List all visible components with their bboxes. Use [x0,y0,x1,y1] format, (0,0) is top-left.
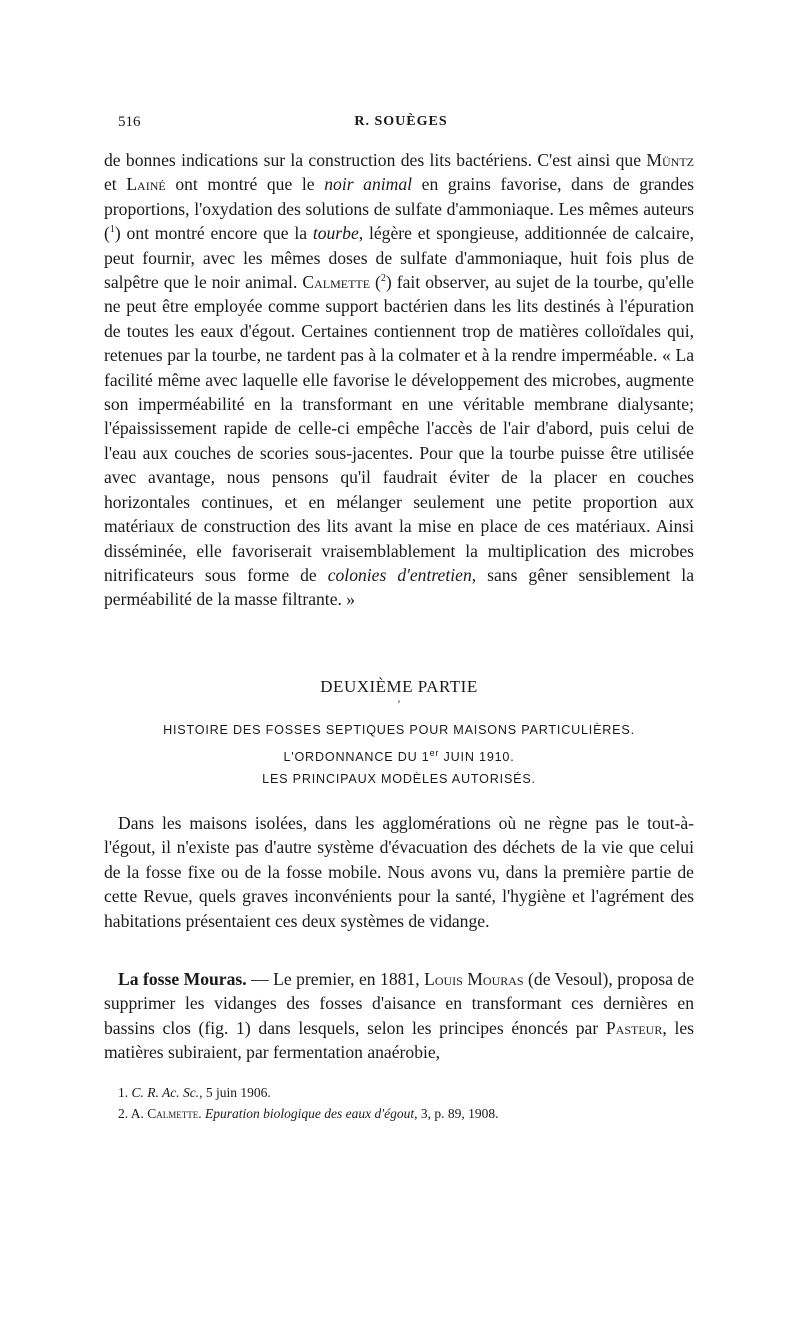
text-run: (de Vesoul), proposa de supprimer les vidanges des fosses d'aisance en transformant ces dernières en bassins clos (fig. 1) dans lesquels, selon les principes énoncés par [104,969,695,1038]
section-subtitle-1: HISTOIRE DES FOSSES SEPTIQUES POUR MAISONS PARTICULIÈRES. [163,723,635,737]
author-laine: Lainé [126,174,166,195]
text-run: en grains favorise, dans de grandes proportions, l'oxydation des solutions de sulfate d'ammoniaque. Les mêmes auteurs ( [104,174,694,244]
author-muntz: Müntz [646,150,694,170]
footnote-2 [118,1103,698,1124]
running-head [118,114,684,134]
footnote-1-journal: C. R. Ac. Sc. [128,1085,200,1100]
footnote-1 [118,1082,698,1103]
footnote-2-number: 2. [118,1106,129,1121]
text-run: , légère et spongieuse, additionnée de calcaire, peut fournir, avec les mêmes doses de sulfate d'ammoniaque, huit fois plus de salpêtre que le noir animal. [104,223,694,293]
page-number: 516 [118,114,141,130]
author-head: R. SOUÈGES [354,114,448,129]
italic-tourbe: tourbe [312,223,359,244]
text-run: ( [370,272,381,293]
text-run: ) fait observer, au sujet de la tourbe, qu'elle ne peut être employée comme support bactérien dans les lits destinés à l'épuration de toutes les eaux d'égout. Certaines contiennent trop de matières colloïdales qui, retenues par la tourbe, ne tardent pas à la colmater et à la rendre imperméable. « La facilité même avec laquelle elle favorise le développement des microbes, augmente son imperméabilité en la transformant en une véritable membrane dialysante; l'épaississement rapide de celle-ci empêche l'accès de l'air d'abord, puis celui de l'eau aux couches de scories sous-jacentes. Pour que la tourbe puisse être utilisée avec avantage, nous pensons qu'il faudrait éviter de la placer en couches horizontales continues, et en mélanger seulement une petite proportion aux matériaux de construction des lits avant la mise en place de ces matériaux. Ainsi disséminée, elle favoriserait vraisemblablement la multiplication des microbes nitrificateurs sous forme de [104,272,694,585]
footnotes [118,1082,698,1124]
footnote-2-author: A. Calmette [128,1106,199,1121]
person-pasteur: Pasteur [605,1017,663,1038]
text-run: ont montré que le [165,174,325,195]
footnote-2-ref: , 3, p. 89, 1908. [414,1106,499,1121]
footnote-1-date: , 5 juin 1906. [199,1085,271,1100]
author-calmette: Calmette [302,272,371,293]
section-title: DEUXIÈME PARTIE [320,677,478,696]
footnote-2-title: Epuration biologique des eaux d'égout [205,1106,415,1121]
section-subtitle-3: LES PRINCIPAUX MODÈLES AUTORISÉS. [262,772,536,786]
footnote-1-number: 1. [118,1085,129,1100]
footnote-ref-2: 2 [380,273,386,285]
paragraph-2 [104,811,694,933]
subtitle-2-part-a: L'ORDONNANCE DU 1 [283,750,430,765]
text-run: — Le premier, en 1881, [246,969,425,989]
person-mouras: Louis Mouras [424,969,524,989]
footnote-ref-1: 1 [109,224,115,236]
subtitle-2-part-b: JUIN 1910. [439,750,515,765]
paragraph-2-text: Dans les maisons isolées, dans les agglomérations où ne règne pas le tout-à-l'égout, il n'existe pas d'autre système d'évacuation des déchets de la vie que celui de la fosse fixe ou de la fosse mobile. Nous avons vu, dans la première partie de cette Revue, quels graves inconvénients pour la santé, l'hygiène et l'agrément des habitations présentaient ces deux systèmes de vidange. [104,813,694,931]
text-run: , les matières subiraient, par fermentation anaérobie, [104,1017,694,1063]
paragraph-1 [104,148,694,612]
text-run: ) ont montré encore que la [114,223,313,244]
section-subtitle-2 [104,748,694,764]
footnote-2-sep: . [198,1106,205,1121]
section-mark: ' [397,697,401,711]
paragraph-3 [104,967,694,1065]
text-run: , sans gêner sensiblement la perméabilité de la masse filtrante. » [104,564,695,610]
subtitle-2-sup: er [429,748,440,758]
italic-colonies: colonies d'entretien [327,564,472,585]
run-in-heading: La fosse Mouras. [118,969,247,989]
text-run: de bonnes indications sur la construction des lits bactériens. C'est ainsi que [104,150,647,170]
text-run: et [104,174,127,195]
italic-noir-animal: noir animal [324,174,413,195]
